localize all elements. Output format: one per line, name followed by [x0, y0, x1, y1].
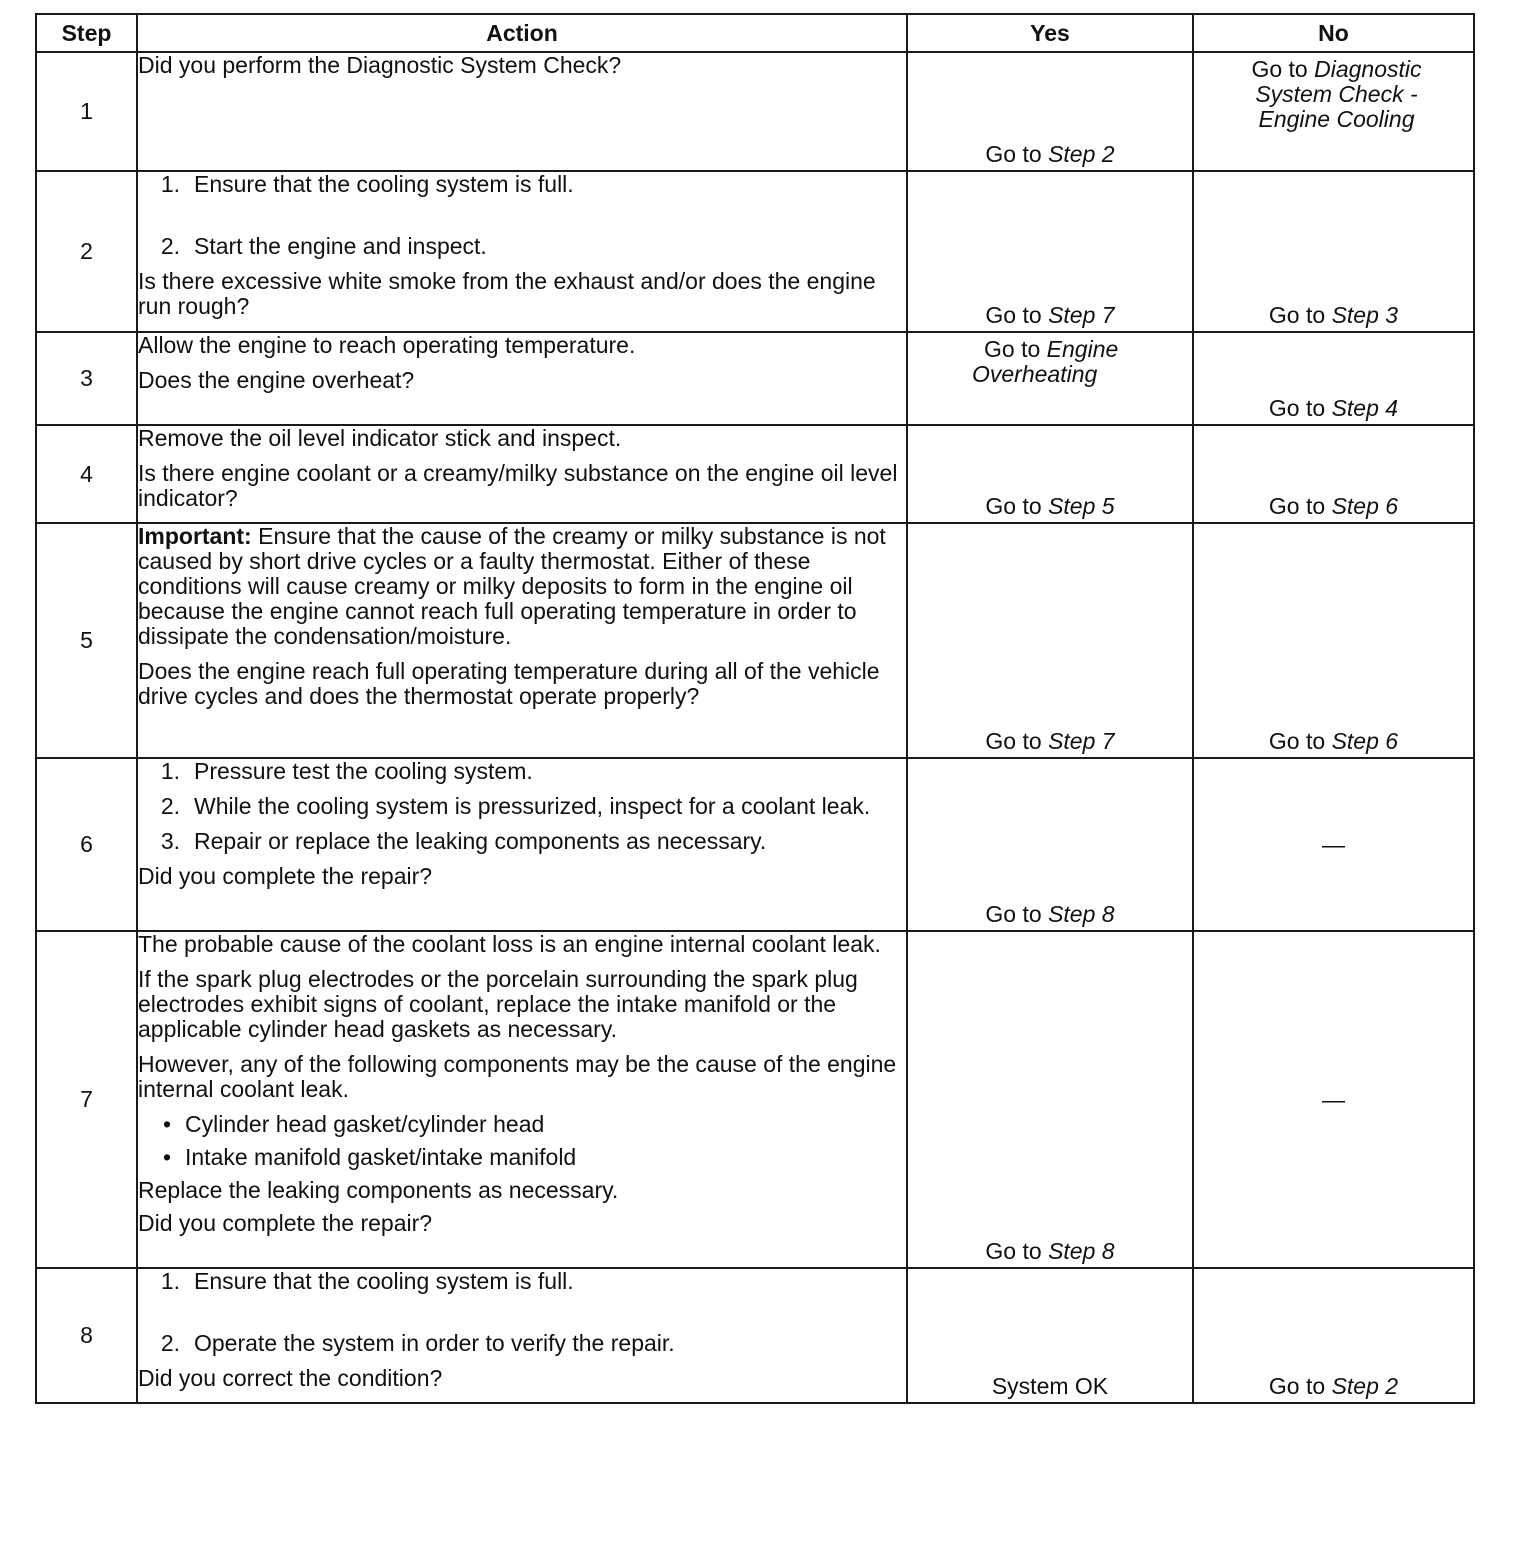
- step-number: 3: [36, 332, 137, 425]
- action-question: Did you complete the repair?: [138, 1210, 433, 1236]
- action-question: Did you perform the Diagnostic System Check?: [138, 52, 622, 78]
- action-paragraph: If the spark plug electrodes or the porcelain surrounding the spark plug electrodes exhibit signs of coolant, replace the intake manifold or the applicable cylinder head gaskets as necessary.: [138, 966, 858, 1042]
- table-row-step-5: [36, 523, 1474, 758]
- list-item: 1. Ensure that the cooling system is full.: [160, 171, 574, 197]
- table-row-step-7: [36, 931, 1474, 1268]
- yes-prefix: Go to: [985, 728, 1042, 754]
- no-cell: [1193, 523, 1474, 758]
- yes-target: Step 8: [1048, 1238, 1115, 1264]
- no-target: Diagnostic System Check - Engine Cooling: [1255, 56, 1422, 132]
- action-cell: [137, 171, 907, 332]
- yes-target: Step 2: [1048, 141, 1115, 167]
- no-cell: [1193, 758, 1474, 931]
- yes-prefix: Go to: [984, 336, 1041, 362]
- no-prefix: Go to: [1268, 302, 1326, 328]
- list-item: 1. Pressure test the cooling system.: [160, 758, 533, 784]
- step-number: 6: [36, 758, 137, 931]
- action-cell: [137, 425, 907, 523]
- action-text: Remove the oil level indicator stick and inspect.: [138, 425, 622, 451]
- bullet-item: • Cylinder head gasket/cylinder head: [162, 1111, 545, 1137]
- yes-prefix: Go to: [985, 1238, 1042, 1264]
- table-row-step-1: [36, 52, 1474, 171]
- yes-cell: [907, 332, 1193, 425]
- step-number: 7: [36, 931, 137, 1268]
- yes-text: System OK: [991, 1373, 1109, 1399]
- table-row-step-4: [36, 425, 1474, 523]
- action-cell: [137, 931, 907, 1268]
- bullet-item: • Intake manifold gasket/intake manifold: [162, 1144, 577, 1170]
- yes-target: Step 7: [1048, 728, 1115, 754]
- yes-prefix: Go to: [985, 141, 1042, 167]
- no-target: Step 4: [1331, 395, 1399, 421]
- no-prefix: Go to: [1268, 1373, 1326, 1399]
- step-number: 2: [36, 171, 137, 332]
- step-number: 1: [36, 52, 137, 171]
- action-cell: [137, 332, 907, 425]
- no-target: Step 6: [1331, 493, 1399, 519]
- yes-cell: [907, 52, 1193, 171]
- yes-target: Step 5: [1048, 493, 1115, 519]
- step-number: 4: [36, 425, 137, 523]
- no-cell: [1193, 931, 1474, 1268]
- action-question: Did you complete the repair?: [138, 863, 433, 889]
- action-question: Is there excessive white smoke from the exhaust and/or does the engine run rough?: [138, 268, 876, 319]
- yes-cell: [907, 931, 1193, 1268]
- list-item: 2. While the cooling system is pressurized, inspect for a coolant leak.: [160, 793, 871, 819]
- no-cell: [1193, 52, 1474, 171]
- diagnostic-table: [35, 13, 1475, 1404]
- no-prefix: Go to: [1268, 728, 1326, 754]
- header-step: Step: [36, 14, 137, 52]
- action-cell: [137, 523, 907, 758]
- table-row-step-3: [36, 332, 1474, 425]
- yes-cell: [907, 523, 1193, 758]
- table-row-step-2: [36, 171, 1474, 332]
- step-number: 8: [36, 1268, 137, 1403]
- action-text: Replace the leaking components as necessary.: [138, 1177, 619, 1203]
- no-prefix: Go to: [1251, 56, 1308, 82]
- no-prefix: Go to: [1268, 493, 1326, 519]
- action-question: Did you correct the condition?: [138, 1365, 443, 1391]
- yes-cell: [907, 425, 1193, 523]
- no-target: Step 2: [1331, 1373, 1399, 1399]
- yes-prefix: Go to: [985, 493, 1042, 519]
- action-cell: [137, 1268, 907, 1403]
- no-target: Step 6: [1331, 728, 1399, 754]
- action-paragraph: However, any of the following components may be the cause of the engine internal coolant leak.: [138, 1051, 897, 1102]
- yes-target: Step 8: [1048, 901, 1115, 927]
- action-text: Allow the engine to reach operating temperature.: [138, 332, 636, 358]
- important-label: Important:: [138, 523, 252, 549]
- no-cell: [1193, 425, 1474, 523]
- no-dash: —: [1322, 831, 1345, 857]
- action-cell: [137, 52, 907, 171]
- yes-cell: [907, 171, 1193, 332]
- list-item: 1. Ensure that the cooling system is full.: [160, 1268, 574, 1294]
- no-cell: [1193, 332, 1474, 425]
- list-item: 3. Repair or replace the leaking components as necessary.: [160, 828, 767, 854]
- action-question: Does the engine overheat?: [138, 367, 415, 393]
- important-text: Ensure that the cause of the creamy or milky substance is not caused by short drive cycles or a faulty thermostat. Either of these conditions will cause creamy or milky deposits to form in the engine oil because the engine cannot reach full operating temperature in order to dissipate the condensation/moisture.: [138, 523, 886, 649]
- yes-target: Step 7: [1048, 302, 1115, 328]
- action-question: Does the engine reach full operating temperature during all of the vehicle drive cycles and does the thermostat operate properly?: [138, 658, 880, 709]
- no-cell: [1193, 171, 1474, 332]
- step-number: 5: [36, 523, 137, 758]
- table-row-step-8: [36, 1268, 1474, 1403]
- list-item: 2. Start the engine and inspect.: [160, 233, 487, 259]
- header-action: Action: [137, 14, 907, 52]
- yes-prefix: Go to: [985, 901, 1042, 927]
- header-row: [36, 14, 1474, 52]
- yes-prefix: Go to: [985, 302, 1042, 328]
- important-note: [138, 524, 906, 649]
- table-row-step-6: [36, 758, 1474, 931]
- header-yes: Yes: [907, 14, 1193, 52]
- no-dash: —: [1322, 1086, 1345, 1112]
- no-cell: [1193, 1268, 1474, 1403]
- action-question: Is there engine coolant or a creamy/milky substance on the engine oil level indicator?: [138, 460, 898, 511]
- yes-cell: [907, 758, 1193, 931]
- no-prefix: Go to: [1268, 395, 1326, 421]
- yes-target: Engine Overheating: [972, 336, 1119, 387]
- yes-cell: [907, 1268, 1193, 1403]
- list-item: 2. Operate the system in order to verify the repair.: [160, 1330, 675, 1356]
- header-no: No: [1193, 14, 1474, 52]
- action-paragraph: The probable cause of the coolant loss is an engine internal coolant leak.: [138, 931, 881, 957]
- no-target: Step 3: [1331, 302, 1399, 328]
- action-cell: [137, 758, 907, 931]
